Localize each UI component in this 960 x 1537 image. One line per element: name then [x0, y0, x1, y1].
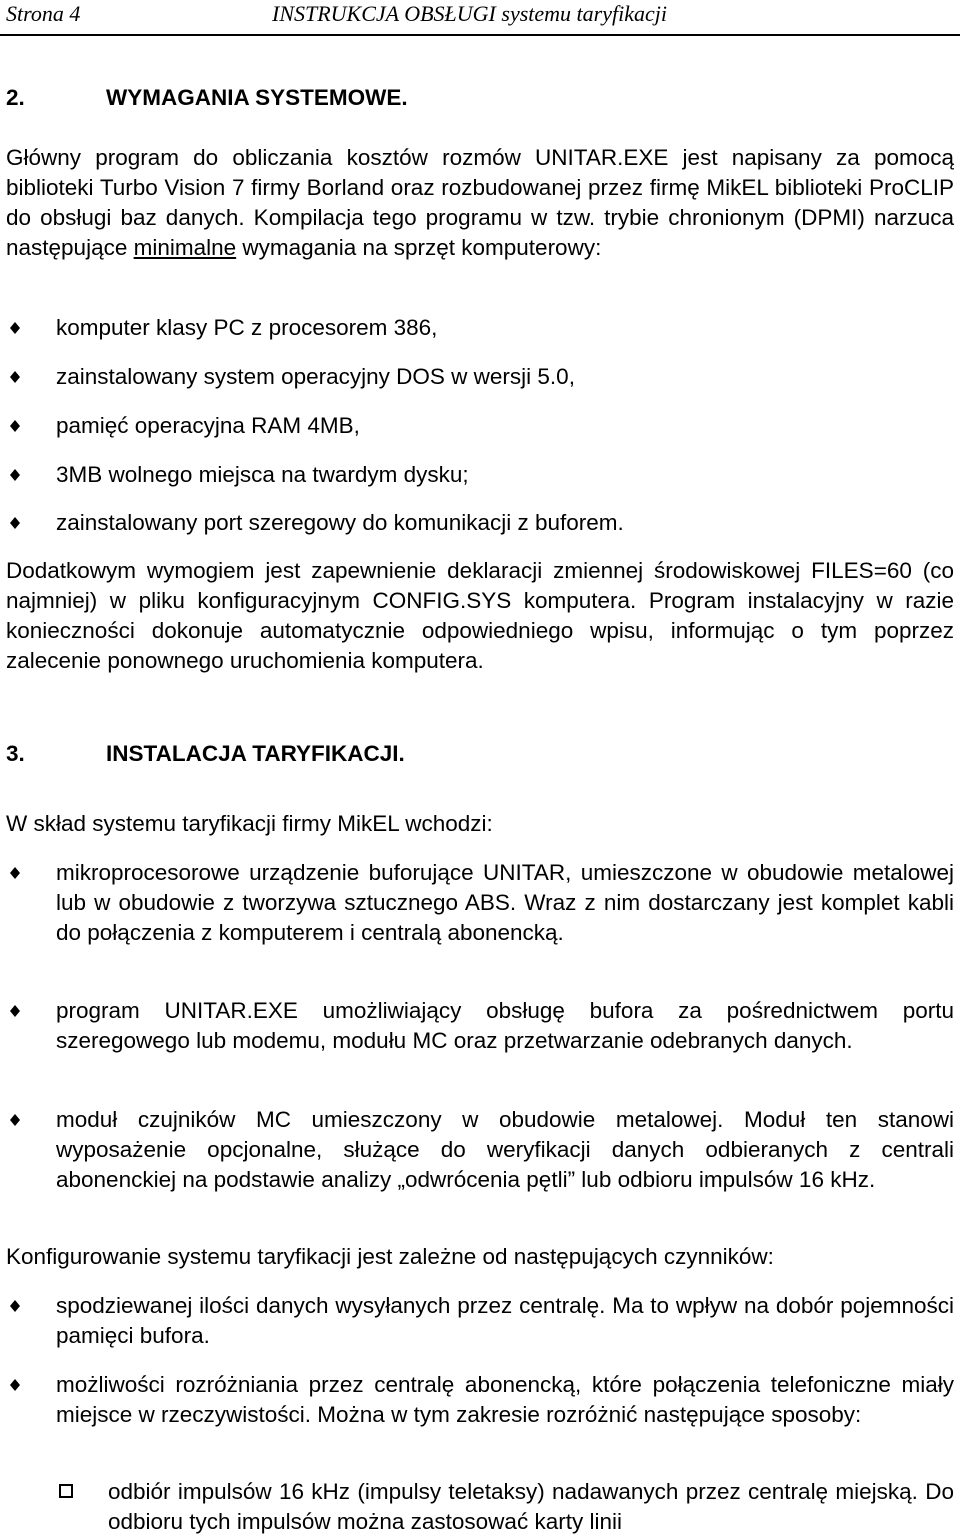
- component-text: mikroprocesorowe urządzenie buforujące UNITAR, umieszczone w obudowie metalowej lub w obudowie z tworzywa sztucznego ABS. Wraz z nim dostarczany jest komplet kabli do połączenia z komputerem i centralą abonencką.: [56, 860, 954, 945]
- component-text: moduł czujników MC umieszczony w obudowie metalowej. Moduł ten stanowi wyposażenie opcjonalne, służące do weryfikacji danych odbieranych z centrali abonenckiej na podstawie analizy „odwrócenia pętli” lub odbioru impulsów 16 kHz.: [56, 1107, 954, 1192]
- factor-text: spodziewanej ilości danych wysyłanych przez centralę. Ma to wpływ na dobór pojemności pamięci bufora.: [56, 1293, 954, 1348]
- diamond-bullet-icon: [10, 1300, 20, 1312]
- section-3-heading: [6, 739, 405, 769]
- additional-requirements-paragraph: Dodatkowym wymogiem jest zapewnienie deklaracji zmiennej środowiskowej FILES=60 (co najmniej) w pliku konfiguracyjnym CONFIG.SYS komputera. Program instalacyjny w razie konieczności dokonuje automatycznie odpowiedniego wpisu, informując o tym poprzez zalecenie ponownego uruchomienia komputera.: [6, 558, 954, 673]
- diamond-bullet-icon: [10, 469, 20, 481]
- intro-text-after: wymagania na sprzęt komputerowy:: [236, 235, 602, 260]
- diamond-bullet-icon: [10, 371, 20, 383]
- configuration-intro: Konfigurowanie systemu taryfikacji jest zależne od następujących czynników:: [6, 1244, 774, 1269]
- requirement-text: pamięć operacyjna RAM 4MB,: [56, 413, 360, 438]
- intro-text-before: Główny program do obliczania kosztów rozmów UNITAR.EXE jest napisany za pomocą biblioteki Turbo Vision 7 firmy Borland oraz rozbudowanej przez firmę MikEL biblioteki ProCLIP do obsługi baz danych. Kompilacja tego programu w tzw. trybie chronionym (DPMI) narzuca następujące: [6, 145, 954, 260]
- requirement-text: 3MB wolnego miejsca na twardym dysku;: [56, 462, 469, 487]
- section-2-intro: [6, 143, 954, 263]
- requirement-text: zainstalowany port szeregowy do komunikacji z buforem.: [56, 510, 624, 535]
- diamond-bullet-icon: [10, 867, 20, 879]
- requirement-text: komputer klasy PC z procesorem 386,: [56, 315, 438, 340]
- section-2-number: 2.: [6, 85, 25, 110]
- section-2-title: WYMAGANIA SYSTEMOWE.: [106, 85, 408, 110]
- header-title: INSTRUKCJA OBSŁUGI systemu taryfikacji: [272, 1, 667, 26]
- intro-underlined-word: minimalne: [133, 235, 237, 260]
- diamond-bullet-icon: [10, 1005, 20, 1017]
- section-3-title: INSTALACJA TARYFIKACJI.: [106, 741, 405, 766]
- method-text: odbiór impulsów 16 kHz (impulsy teletaksy) nadawanych przez centralę miejską. Do odbioru tych impulsów można zastosować karty linii: [108, 1479, 954, 1534]
- diamond-bullet-icon: [10, 517, 20, 529]
- section-2-heading: [6, 83, 408, 113]
- page-header: [0, 0, 960, 36]
- diamond-bullet-icon: [10, 1379, 20, 1391]
- factor-text: możliwości rozróżniania przez centralę abonencką, które połączenia telefoniczne miały miejsce w rzeczywistości. Można w tym zakresie rozróżnić następujące sposoby:: [56, 1372, 954, 1427]
- square-bullet-icon: [59, 1484, 73, 1498]
- section-3-number: 3.: [6, 741, 25, 766]
- diamond-bullet-icon: [10, 1114, 20, 1126]
- page-number: Strona 4: [6, 1, 81, 26]
- component-text: program UNITAR.EXE umożliwiający obsługę bufora za pośrednictwem portu szeregowego lub modemu, modułu MC oraz przetwarzanie odebranych danych.: [56, 998, 954, 1053]
- requirement-text: zainstalowany system operacyjny DOS w wersji 5.0,: [56, 364, 575, 389]
- diamond-bullet-icon: [10, 322, 20, 334]
- diamond-bullet-icon: [10, 420, 20, 432]
- section-3-intro: W skład systemu taryfikacji firmy MikEL wchodzi:: [6, 811, 493, 836]
